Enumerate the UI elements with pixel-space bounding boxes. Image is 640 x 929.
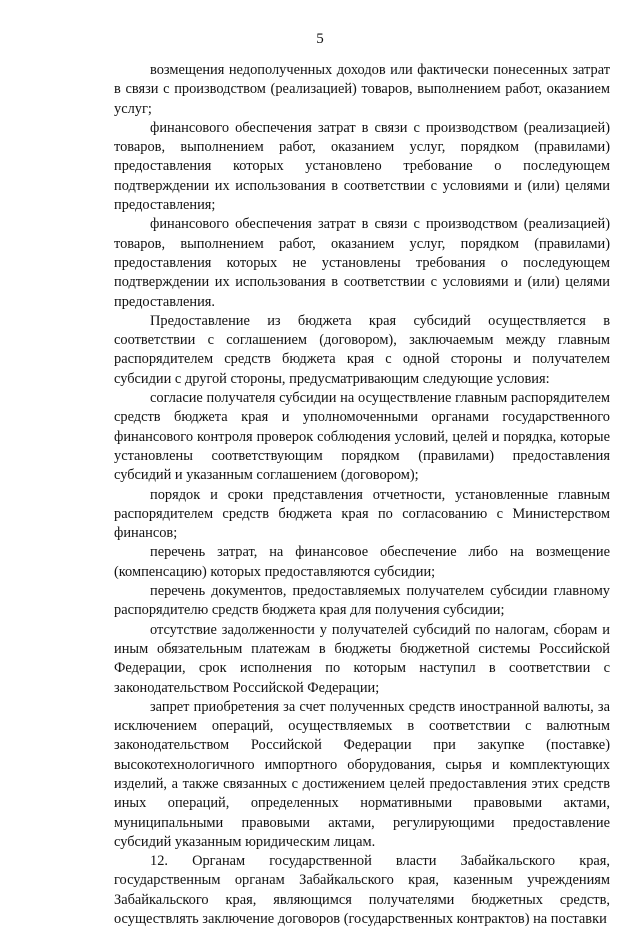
paragraph-currency-purchase-ban: запрет приобретения за счет полученных средств иностранной валюты, за исключением операций, осуществляемых в соответствии с валютным законодательством Российской Федерации при закупке (поставке) высокотехнологичного импортного оборудования, сырья и комплектующих изделий, а также связанных с достижением целей предоставления этих средств иных операций, определенных нормативными правовыми актами, муниципальными правовыми актами, регулирующими предоставление субсидий указанным юридическим лицам. <box>114 698 610 850</box>
page-number: 5 <box>316 31 324 47</box>
paragraph-consent-to-inspections: согласие получателя субсидии на осуществление главным распорядителем средств бюджета края и уполномоченными органами государственного финансового контроля проверок соблюдения условий, целей и порядка, которые установлены соответствующим порядком (правилами) предоставления субсидий и указанным соглашением (договором); <box>114 390 610 484</box>
paragraph-no-tax-debt: отсутствие задолженности у получателей субсидий по налогам, сборам и иным обязательным платежам в бюджеты бюджетной системы Российской Федерации, срок исполнения по которым наступил в соответствии с законодательством Российской Федерации; <box>114 621 610 696</box>
paragraph-reporting-terms: порядок и сроки представления отчетности, установленные главным распорядителем средств бюджета края по согласованию с Министерством финансов; <box>114 486 610 542</box>
paragraph-financing-without-confirmation: финансового обеспечения затрат в связи с производством (реализацией) товаров, выполнением работ, оказанием услуг, порядком (правилами) предоставления которых не установлены требования о последующем подтверждении их использования в соответствии с условиями и (или) целями предоставления. <box>114 216 610 310</box>
paragraph-section-12: 12. Органам государственной власти Забайкальского края, государственным органам Забайкальского края, казенным учреждениям Забайкальского края, являющимся получателями бюджетных средств, осуществлять заключение договоров (государственных контрактов) на поставки <box>114 853 610 928</box>
paragraph-financing-with-confirmation: финансового обеспечения затрат в связи с производством (реализацией) товаров, выполнением работ, оказанием услуг, порядком (правилами) предоставления которых установлено требование о последующем подтверждении их использования в соответствии с условиями и (или) целями предоставления; <box>114 119 610 214</box>
paragraph-list-of-documents: перечень документов, предоставляемых получателем субсидии главному распорядителю средств бюджета края для получения субсидии; <box>114 583 610 619</box>
paragraph-subsidy-agreement: Предоставление из бюджета края субсидий осуществляется в соответствии с соглашением (договором), заключаемым между главным распорядителем средств бюджета края с одной стороны и получателем субсидии с другой стороны, предусматривающим следующие условия: <box>114 312 610 387</box>
document-body <box>114 61 610 929</box>
paragraph-reimbursement-costs: возмещения недополученных доходов или фактически понесенных затрат в связи с производством (реализацией) товаров, выполнением работ, оказанием услуг; <box>114 62 610 117</box>
paragraph-list-of-costs: перечень затрат, на финансовое обеспечение либо на возмещение (компенсацию) которых предоставляются субсидии; <box>114 544 610 580</box>
